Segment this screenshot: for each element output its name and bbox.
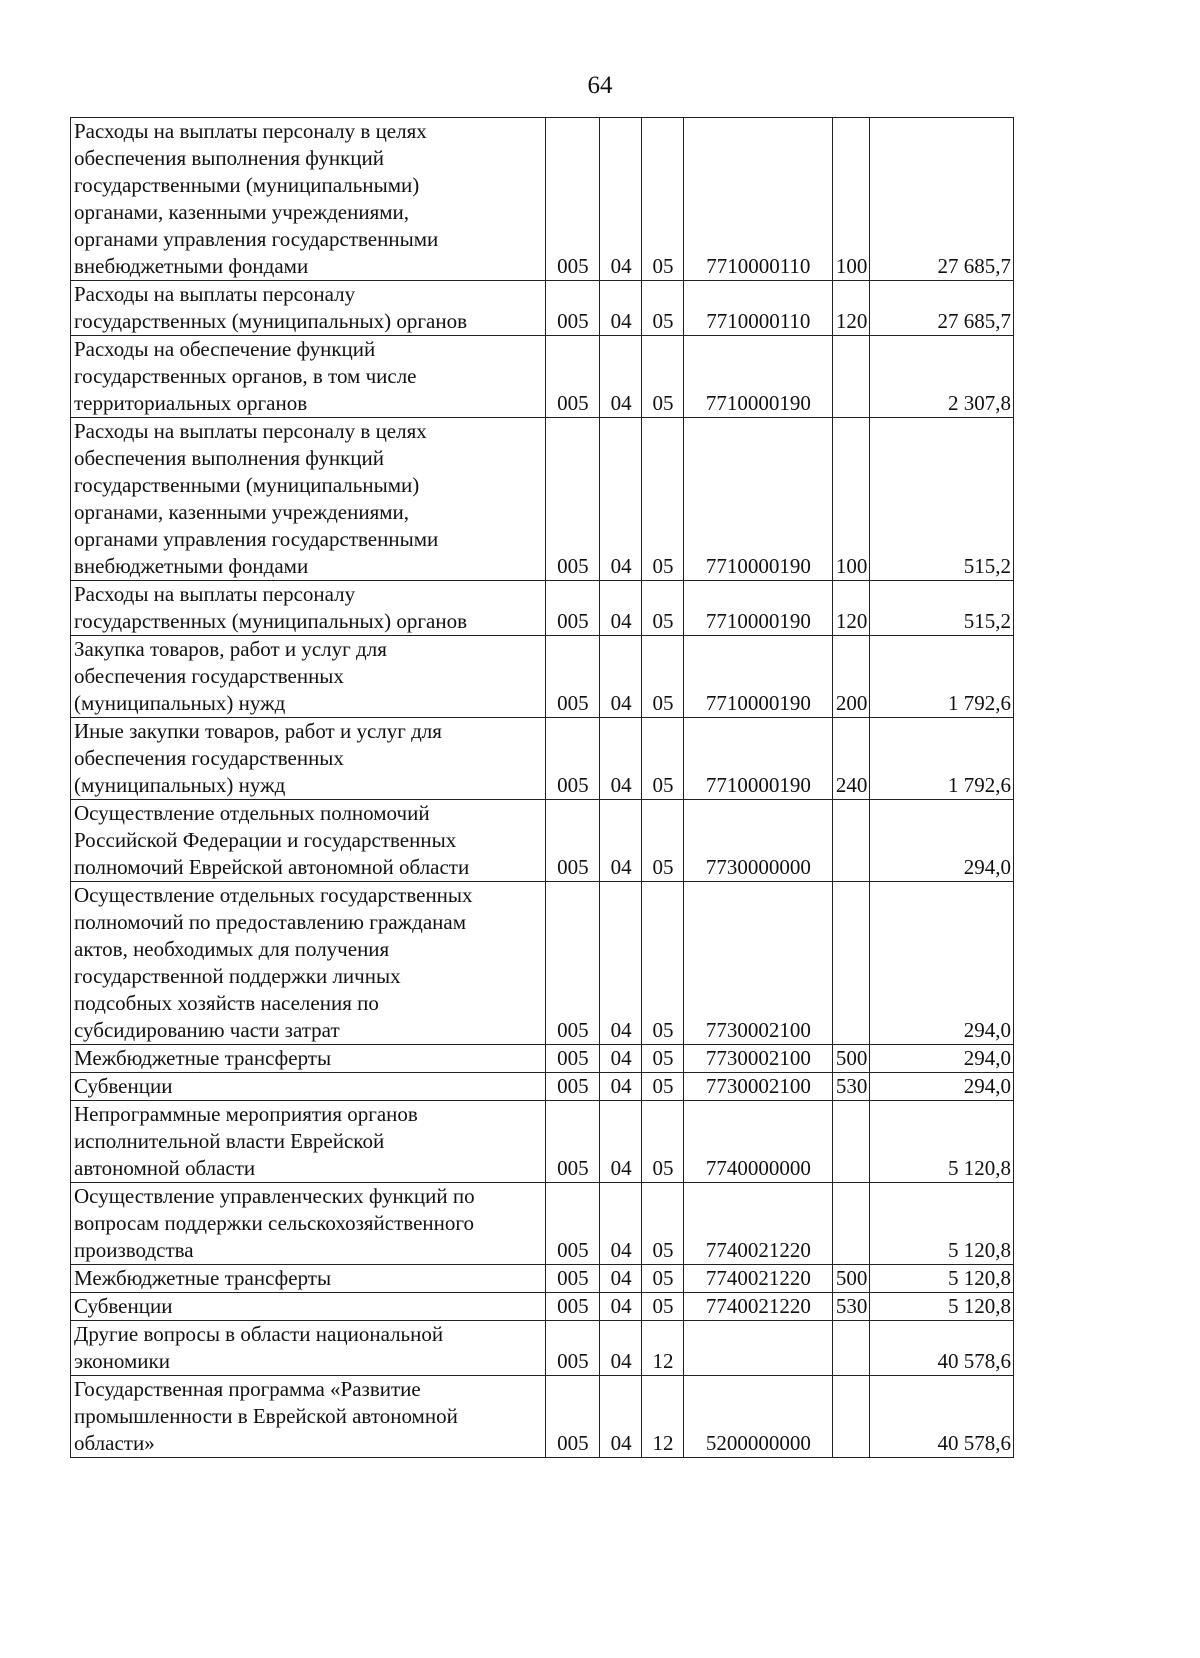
expense-name-line: Межбюджетные трансферты bbox=[74, 1046, 332, 1070]
target-article-cell: 7730002100 bbox=[683, 1073, 832, 1101]
amount-cell: 294,0 bbox=[870, 1045, 1014, 1073]
amount-cell: 294,0 bbox=[870, 882, 1014, 1045]
table-row bbox=[71, 882, 1014, 1045]
section-code-cell: 04 bbox=[600, 636, 642, 718]
subsection-code-cell: 05 bbox=[642, 418, 684, 581]
expense-name-line: Расходы на выплаты персоналу в целях bbox=[74, 419, 427, 443]
expense-name-cell bbox=[71, 336, 546, 418]
expense-name-line: обеспечения выполнения функций bbox=[74, 446, 385, 470]
section-code-cell: 04 bbox=[600, 118, 642, 281]
expense-name-line: (муниципальных) нужд bbox=[74, 773, 286, 797]
expense-name-cell bbox=[71, 636, 546, 718]
ministry-code-cell: 005 bbox=[545, 800, 599, 882]
amount-cell: 515,2 bbox=[870, 581, 1014, 636]
subsection-code-cell: 05 bbox=[642, 882, 684, 1045]
expense-name-line: полномочий по предоставлению гражданам bbox=[74, 910, 467, 934]
expense-name-line: промышленности в Еврейской автономной bbox=[74, 1404, 458, 1428]
expense-name-cell bbox=[71, 281, 546, 336]
expense-name-line: государственными (муниципальными) bbox=[74, 173, 420, 197]
table-row bbox=[71, 118, 1014, 281]
expense-name-cell bbox=[71, 718, 546, 800]
expense-name-cell bbox=[71, 1073, 546, 1101]
table-row bbox=[71, 1376, 1014, 1458]
expense-name-line: Осуществление отдельных полномочий bbox=[74, 801, 430, 825]
expense-name-line: Российской Федерации и государственных bbox=[74, 828, 457, 852]
expense-name-line: субсидированию части затрат bbox=[74, 1018, 340, 1042]
expense-type-cell bbox=[832, 336, 870, 418]
subsection-code-cell: 05 bbox=[642, 1045, 684, 1073]
expense-name-line: органами управления государственными bbox=[74, 527, 439, 551]
section-code-cell: 04 bbox=[600, 281, 642, 336]
expense-name-line: Осуществление управленческих функций по bbox=[74, 1184, 475, 1208]
target-article-cell: 7740000000 bbox=[683, 1101, 832, 1183]
expense-name-cell bbox=[71, 581, 546, 636]
table-row bbox=[71, 336, 1014, 418]
expense-name-line: государственных (муниципальных) органов bbox=[74, 309, 468, 333]
ministry-code-cell: 005 bbox=[545, 118, 599, 281]
expense-type-cell: 200 bbox=[832, 636, 870, 718]
table-row bbox=[71, 418, 1014, 581]
expense-type-cell: 120 bbox=[832, 281, 870, 336]
table-row bbox=[71, 281, 1014, 336]
section-code-cell: 04 bbox=[600, 1045, 642, 1073]
table-row bbox=[71, 1045, 1014, 1073]
expense-name-cell bbox=[71, 1045, 546, 1073]
section-code-cell: 04 bbox=[600, 1376, 642, 1458]
target-article-cell: 7730002100 bbox=[683, 882, 832, 1045]
amount-cell: 5 120,8 bbox=[870, 1101, 1014, 1183]
expense-name-cell bbox=[71, 1293, 546, 1321]
target-article-cell: 7730002100 bbox=[683, 1045, 832, 1073]
amount-cell: 1 792,6 bbox=[870, 718, 1014, 800]
table-row bbox=[71, 581, 1014, 636]
subsection-code-cell: 05 bbox=[642, 1265, 684, 1293]
target-article-cell: 5200000000 bbox=[683, 1376, 832, 1458]
amount-cell: 40 578,6 bbox=[870, 1321, 1014, 1376]
expense-name-line: Расходы на выплаты персоналу в целях bbox=[74, 119, 427, 143]
subsection-code-cell: 05 bbox=[642, 800, 684, 882]
subsection-code-cell: 05 bbox=[642, 118, 684, 281]
expense-name-line: Расходы на обеспечение функций bbox=[74, 337, 376, 361]
budget-table-body bbox=[71, 118, 1014, 1458]
section-code-cell: 04 bbox=[600, 1183, 642, 1265]
subsection-code-cell: 05 bbox=[642, 281, 684, 336]
expense-name-cell bbox=[71, 118, 546, 281]
expense-name-line: органами управления государственными bbox=[74, 227, 439, 251]
expense-name-cell bbox=[71, 418, 546, 581]
amount-cell: 5 120,8 bbox=[870, 1293, 1014, 1321]
amount-cell: 2 307,8 bbox=[870, 336, 1014, 418]
amount-cell: 40 578,6 bbox=[870, 1376, 1014, 1458]
expense-name-line: государственной поддержки личных bbox=[74, 964, 401, 988]
target-article-cell: 7710000190 bbox=[683, 718, 832, 800]
table-row bbox=[71, 800, 1014, 882]
expense-name-line: Непрограммные мероприятия органов bbox=[74, 1102, 418, 1126]
expense-name-line: государственных (муниципальных) органов bbox=[74, 609, 468, 633]
expense-name-line: области» bbox=[74, 1431, 155, 1455]
section-code-cell: 04 bbox=[600, 1321, 642, 1376]
expense-name-line: обеспечения государственных bbox=[74, 664, 344, 688]
expense-name-line: Государственная программа «Развитие bbox=[74, 1377, 421, 1401]
ministry-code-cell: 005 bbox=[545, 636, 599, 718]
expense-name-line: Другие вопросы в области национальной bbox=[74, 1322, 444, 1346]
target-article-cell: 7740021220 bbox=[683, 1265, 832, 1293]
amount-cell: 294,0 bbox=[870, 1073, 1014, 1101]
expense-type-cell bbox=[832, 1183, 870, 1265]
expense-name-line: Расходы на выплаты персоналу bbox=[74, 582, 356, 606]
expense-name-line: государственных органов, в том числе bbox=[74, 364, 417, 388]
expense-name-line: исполнительной власти Еврейской bbox=[74, 1129, 385, 1153]
ministry-code-cell: 005 bbox=[545, 1293, 599, 1321]
ministry-code-cell: 005 bbox=[545, 1321, 599, 1376]
table-row bbox=[71, 718, 1014, 800]
table-row bbox=[71, 1183, 1014, 1265]
expense-name-cell bbox=[71, 1376, 546, 1458]
expense-type-cell: 120 bbox=[832, 581, 870, 636]
amount-cell: 5 120,8 bbox=[870, 1265, 1014, 1293]
subsection-code-cell: 12 bbox=[642, 1376, 684, 1458]
target-article-cell: 7710000110 bbox=[683, 118, 832, 281]
target-article-cell: 7740021220 bbox=[683, 1293, 832, 1321]
subsection-code-cell: 05 bbox=[642, 1073, 684, 1101]
section-code-cell: 04 bbox=[600, 882, 642, 1045]
section-code-cell: 04 bbox=[600, 1073, 642, 1101]
expense-name-line: внебюджетными фондами bbox=[74, 554, 309, 578]
expense-name-cell bbox=[71, 1265, 546, 1293]
expense-name-line: производства bbox=[74, 1238, 194, 1262]
expense-name-cell bbox=[71, 800, 546, 882]
target-article-cell: 7710000190 bbox=[683, 636, 832, 718]
target-article-cell: 7730000000 bbox=[683, 800, 832, 882]
amount-cell: 5 120,8 bbox=[870, 1183, 1014, 1265]
expense-name-line: территориальных органов bbox=[74, 391, 308, 415]
subsection-code-cell: 05 bbox=[642, 1293, 684, 1321]
section-code-cell: 04 bbox=[600, 1101, 642, 1183]
expense-name-line: обеспечения выполнения функций bbox=[74, 146, 385, 170]
amount-cell: 294,0 bbox=[870, 800, 1014, 882]
amount-cell: 27 685,7 bbox=[870, 118, 1014, 281]
subsection-code-cell: 05 bbox=[642, 581, 684, 636]
subsection-code-cell: 05 bbox=[642, 718, 684, 800]
target-article-cell: 7710000190 bbox=[683, 418, 832, 581]
subsection-code-cell: 05 bbox=[642, 336, 684, 418]
expense-name-cell bbox=[71, 882, 546, 1045]
expense-name-line: подсобных хозяйств населения по bbox=[74, 991, 379, 1015]
ministry-code-cell: 005 bbox=[545, 1265, 599, 1293]
expense-name-cell bbox=[71, 1321, 546, 1376]
expense-name-line: автономной области bbox=[74, 1156, 256, 1180]
ministry-code-cell: 005 bbox=[545, 1045, 599, 1073]
expense-name-line: Субвенции bbox=[74, 1074, 173, 1098]
ministry-code-cell: 005 bbox=[545, 1101, 599, 1183]
subsection-code-cell: 12 bbox=[642, 1321, 684, 1376]
ministry-code-cell: 005 bbox=[545, 882, 599, 1045]
ministry-code-cell: 005 bbox=[545, 336, 599, 418]
expense-type-cell: 100 bbox=[832, 418, 870, 581]
expense-name-line: Расходы на выплаты персоналу bbox=[74, 282, 356, 306]
target-article-cell bbox=[683, 1321, 832, 1376]
ministry-code-cell: 005 bbox=[545, 718, 599, 800]
section-code-cell: 04 bbox=[600, 581, 642, 636]
expense-type-cell: 500 bbox=[832, 1045, 870, 1073]
table-row bbox=[71, 1293, 1014, 1321]
ministry-code-cell: 005 bbox=[545, 281, 599, 336]
expense-type-cell bbox=[832, 882, 870, 1045]
expense-type-cell: 100 bbox=[832, 118, 870, 281]
section-code-cell: 04 bbox=[600, 1293, 642, 1321]
budget-table bbox=[70, 117, 1014, 1458]
expense-type-cell bbox=[832, 1321, 870, 1376]
amount-cell: 27 685,7 bbox=[870, 281, 1014, 336]
expense-type-cell bbox=[832, 1101, 870, 1183]
expense-name-line: Межбюджетные трансферты bbox=[74, 1266, 332, 1290]
expense-name-line: (муниципальных) нужд bbox=[74, 691, 286, 715]
target-article-cell: 7710000190 bbox=[683, 581, 832, 636]
expense-name-cell bbox=[71, 1101, 546, 1183]
expense-name-line: внебюджетными фондами bbox=[74, 254, 309, 278]
expense-name-line: экономики bbox=[74, 1349, 170, 1373]
expense-name-cell bbox=[71, 1183, 546, 1265]
section-code-cell: 04 bbox=[600, 418, 642, 581]
section-code-cell: 04 bbox=[600, 1265, 642, 1293]
table-row bbox=[71, 636, 1014, 718]
expense-name-line: государственными (муниципальными) bbox=[74, 473, 420, 497]
expense-type-cell bbox=[832, 1376, 870, 1458]
subsection-code-cell: 05 bbox=[642, 1101, 684, 1183]
target-article-cell: 7710000190 bbox=[683, 336, 832, 418]
expense-type-cell: 240 bbox=[832, 718, 870, 800]
expense-name-line: Субвенции bbox=[74, 1294, 173, 1318]
target-article-cell: 7710000110 bbox=[683, 281, 832, 336]
expense-name-line: Закупка товаров, работ и услуг для bbox=[74, 637, 387, 661]
page-number: 64 bbox=[587, 72, 613, 99]
section-code-cell: 04 bbox=[600, 718, 642, 800]
expense-type-cell bbox=[832, 800, 870, 882]
expense-name-line: вопросам поддержки сельскохозяйственного bbox=[74, 1211, 474, 1235]
ministry-code-cell: 005 bbox=[545, 581, 599, 636]
amount-cell: 515,2 bbox=[870, 418, 1014, 581]
subsection-code-cell: 05 bbox=[642, 1183, 684, 1265]
expense-name-line: органами, казенными учреждениями, bbox=[74, 500, 410, 524]
table-row bbox=[71, 1265, 1014, 1293]
ministry-code-cell: 005 bbox=[545, 1073, 599, 1101]
ministry-code-cell: 005 bbox=[545, 1183, 599, 1265]
expense-name-line: Иные закупки товаров, работ и услуг для bbox=[74, 719, 442, 743]
expense-type-cell: 500 bbox=[832, 1265, 870, 1293]
table-row bbox=[71, 1321, 1014, 1376]
ministry-code-cell: 005 bbox=[545, 418, 599, 581]
expense-type-cell: 530 bbox=[832, 1073, 870, 1101]
expense-type-cell: 530 bbox=[832, 1293, 870, 1321]
section-code-cell: 04 bbox=[600, 800, 642, 882]
ministry-code-cell: 005 bbox=[545, 1376, 599, 1458]
section-code-cell: 04 bbox=[600, 336, 642, 418]
subsection-code-cell: 05 bbox=[642, 636, 684, 718]
expense-name-line: актов, необходимых для получения bbox=[74, 937, 390, 961]
expense-name-line: Осуществление отдельных государственных bbox=[74, 883, 473, 907]
table-row bbox=[71, 1101, 1014, 1183]
target-article-cell: 7740021220 bbox=[683, 1183, 832, 1265]
expense-name-line: полномочий Еврейской автономной области bbox=[74, 855, 470, 879]
table-row bbox=[71, 1073, 1014, 1101]
expense-name-line: органами, казенными учреждениями, bbox=[74, 200, 410, 224]
amount-cell: 1 792,6 bbox=[870, 636, 1014, 718]
expense-name-line: обеспечения государственных bbox=[74, 746, 344, 770]
